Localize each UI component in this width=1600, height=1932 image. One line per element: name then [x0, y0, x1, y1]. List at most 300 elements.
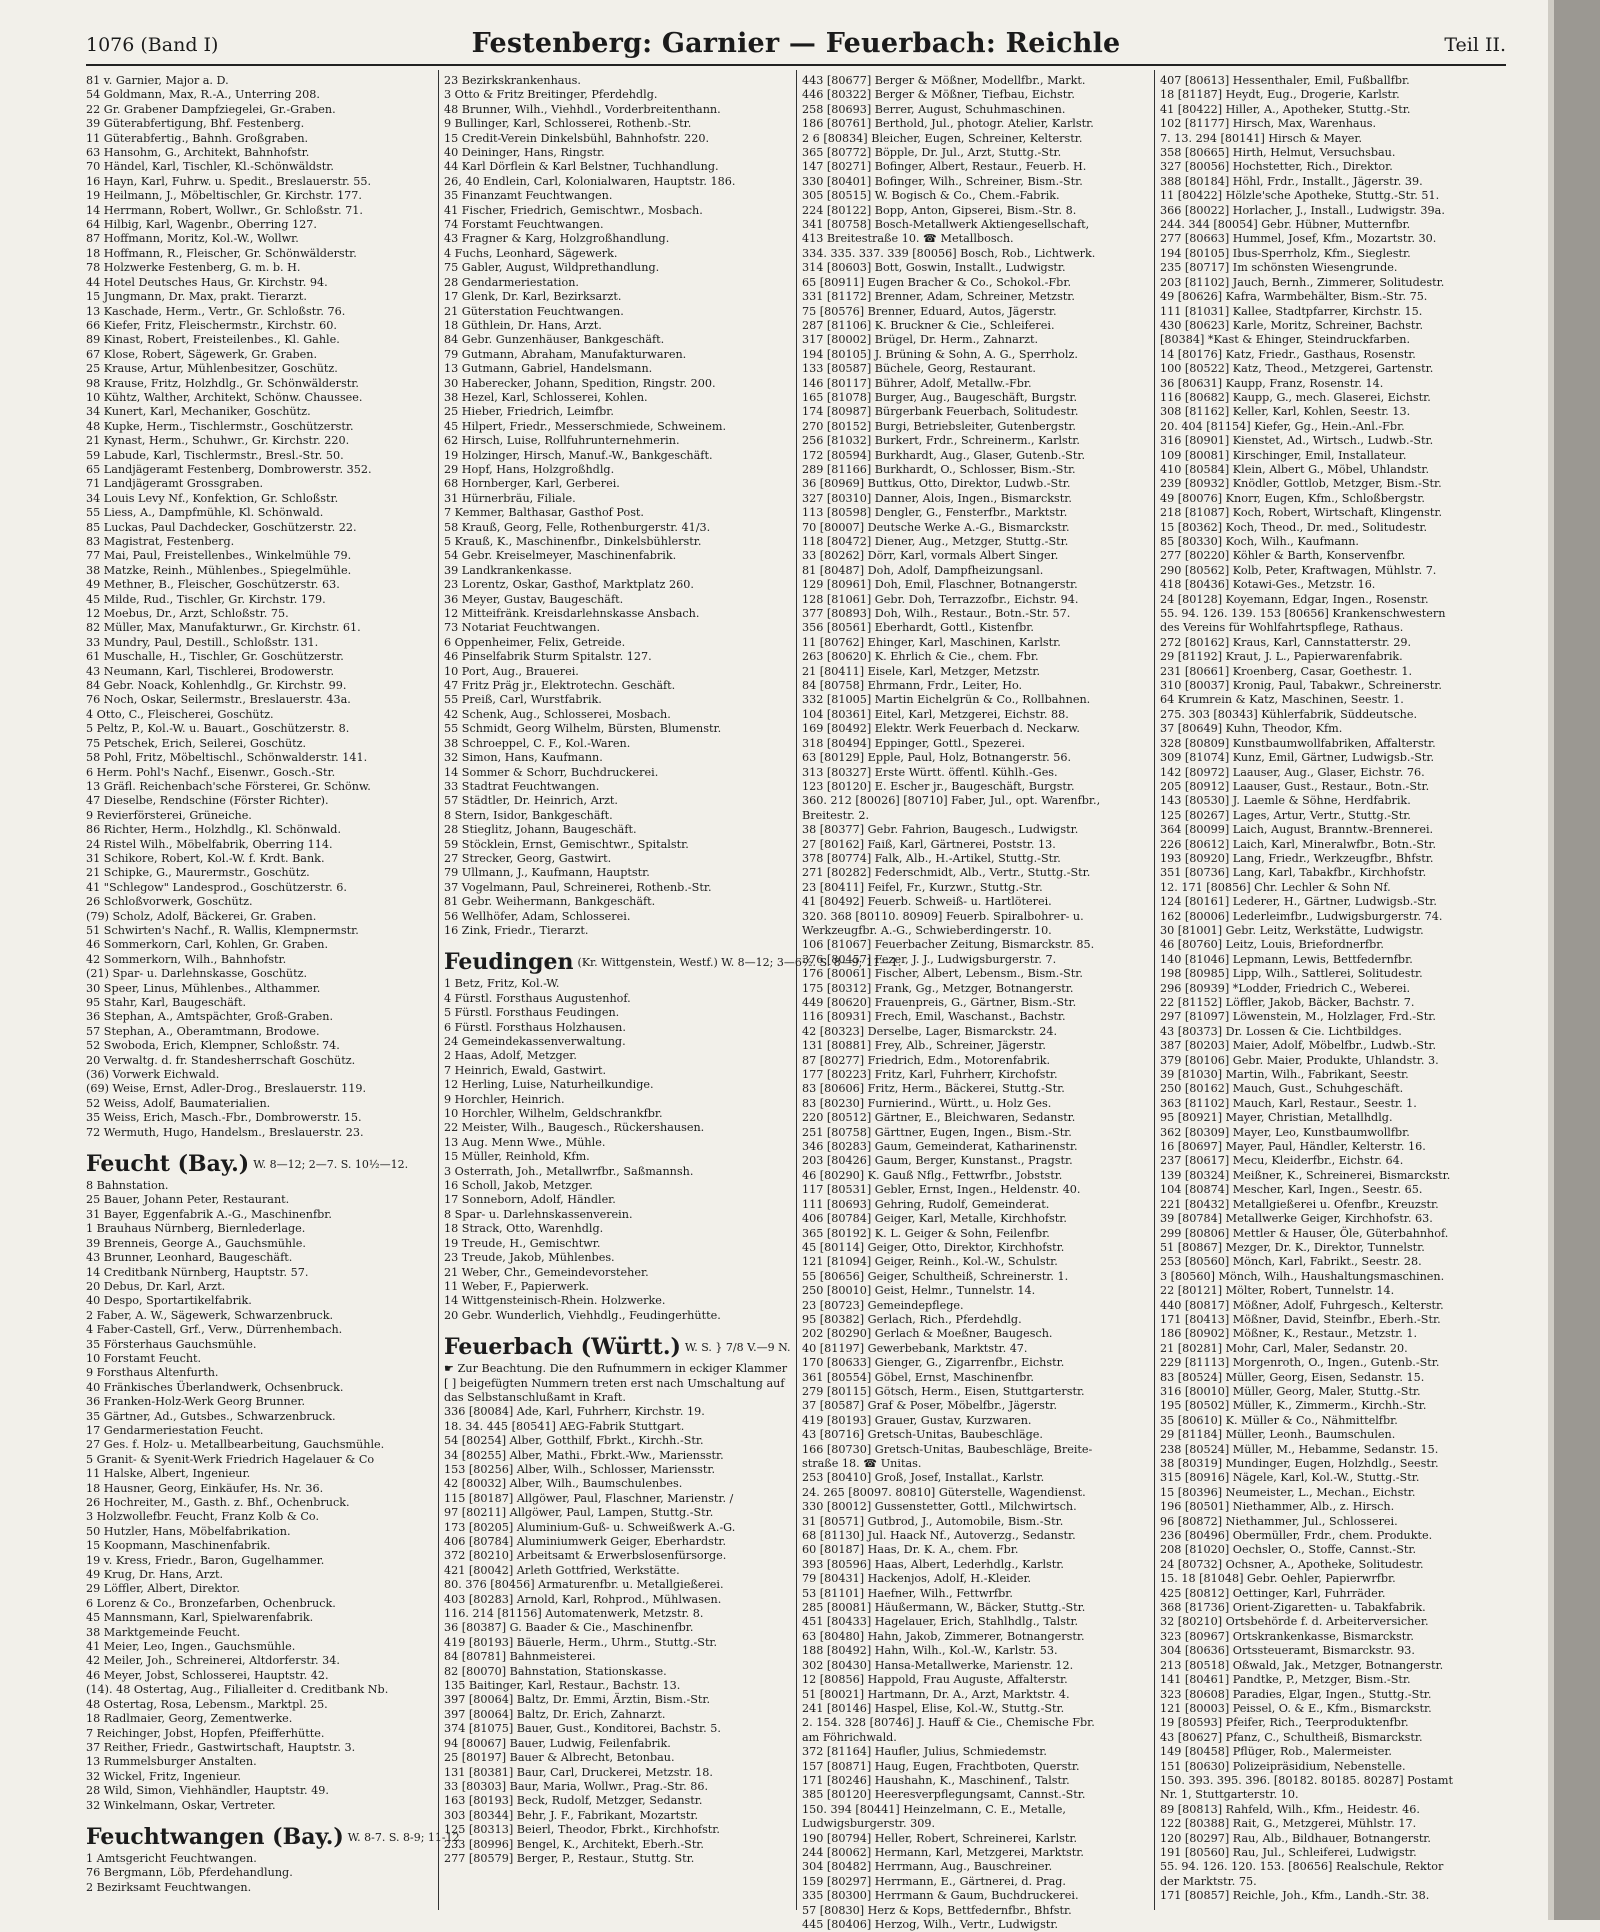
directory-entry: 194 [80105] Ibus-Sperrholz, Kfm., Sieglestr.	[1160, 246, 1411, 260]
directory-entry: 36 Meyer, Gustav, Baugeschäft.	[444, 592, 624, 606]
directory-entry: 42 [80032] Alber, Wilh., Baumschulenbes.	[444, 1477, 683, 1491]
directory-entry: 46 [80760] Leitz, Louis, Briefordnerfbr.	[1160, 938, 1384, 952]
directory-column-1	[86, 74, 460, 1909]
directory-entry: 366 [80022] Horlacher, J., Install., Ludwigstr. 39a.	[1160, 203, 1445, 217]
directory-entry: 116 [80931] Frech, Emil, Waschanst., Bachstr.	[802, 1010, 1066, 1024]
directory-entry: 79 Gutmann, Abraham, Manufakturwaren.	[444, 347, 687, 361]
directory-entry: 11 Weber, F., Papierwerk.	[444, 1279, 589, 1293]
directory-entry: 4 Faber-Castell, Grf., Verw., Dürrenhembach.	[86, 1323, 343, 1337]
directory-entry: 38 Marktgemeinde Feucht.	[86, 1625, 241, 1639]
directory-entry: 327 [80310] Danner, Alois, Ingen., Bismarckstr.	[802, 491, 1072, 505]
directory-entry: 233 [80996] Bengel, K., Architekt, Eberh.-Str.	[444, 1837, 704, 1851]
directory-entry: 43 [80627] Pfanz, C., Schultheiß, Bismarckstr.	[1160, 1730, 1423, 1744]
directory-entry: Breitestr. 2.	[802, 808, 870, 822]
directory-entry: 163 [80193] Beck, Rudolf, Metzger, Sedanstr.	[444, 1794, 703, 1808]
directory-entry: 191 [80560] Rau, Jul., Schleiferei, Ludwigstr.	[1160, 1845, 1417, 1859]
directory-entry: 29 Löffler, Albert, Direktor.	[86, 1582, 240, 1596]
directory-entry: 253 [80410] Groß, Josef, Installat., Karlstr.	[802, 1471, 1045, 1485]
directory-entry: Werkzeugfbr. A.-G., Schwieberdingerstr. 10.	[802, 923, 1052, 937]
directory-entry: 49 Methner, B., Fleischer, Goschützerstr. 63.	[86, 578, 340, 592]
directory-entry: 21 Weber, Chr., Gemeindevorsteher.	[444, 1265, 649, 1279]
directory-entry: 120 [80297] Rau, Alb., Bildhauer, Botnangerstr.	[1160, 1831, 1431, 1845]
directory-entry: 28 Gendarmeriestation.	[444, 275, 579, 289]
directory-entry: 205 [80912] Laauser, Gust., Restaur., Botn.-Str.	[1160, 779, 1430, 793]
directory-entry: 142 [80972] Laauser, Aug., Glaser, Eichstr. 76.	[1160, 765, 1425, 779]
directory-entry: 7. 13. 294 [80141] Hirsch & Mayer.	[1160, 131, 1363, 145]
directory-entry: 67 Klose, Robert, Sägewerk, Gr. Graben.	[86, 347, 318, 361]
directory-entry: 35 Gärtner, Ad., Gutsbes., Schwarzenbruck.	[86, 1409, 336, 1423]
directory-entry: 10 Port, Aug., Brauerei.	[444, 664, 579, 678]
directory-entry: 173 [80205] Aluminium-Guß- u. Schweißwerk A.-G.	[444, 1520, 736, 1534]
directory-entry: 410 [80584] Klein, Albert G., Möbel, Uhlandstr.	[1160, 462, 1430, 476]
directory-entry: 2 Bezirksamt Feuchtwangen.	[86, 1880, 252, 1894]
directory-entry: 346 [80283] Gaum, Gemeinderat, Katharinenstr.	[802, 1140, 1078, 1154]
directory-entry: 95 [80382] Gerlach, Rich., Pferdehdlg.	[802, 1312, 1022, 1326]
directory-entry: 32 Simon, Hans, Kaufmann.	[444, 751, 603, 765]
directory-entry: 335 [80300] Herrmann & Gaum, Buchdruckerei.	[802, 1889, 1079, 1903]
directory-entry: 289 [81166] Burkhardt, O., Schlosser, Bism.-Str.	[802, 462, 1076, 476]
directory-entry: 42 Schenk, Aug., Schlosserei, Mosbach.	[444, 707, 671, 721]
directory-entry: 43 Fragner & Karg, Holzgroßhandlung.	[444, 232, 670, 246]
directory-entry: 34 Louis Levy Nf., Konfektion, Gr. Schloßstr.	[86, 491, 339, 505]
directory-entry: 16 Scholl, Jakob, Metzger.	[444, 1179, 593, 1193]
directory-entry: 365 [80192] K. L. Geiger & Sohn, Feilenfbr.	[802, 1226, 1050, 1240]
page-title: Festenberg: Garnier — Feuerbach: Reichle	[471, 28, 1121, 59]
directory-entry: 330 [80401] Bofinger, Wilh., Schreiner, Bism.-Str.	[802, 174, 1083, 188]
directory-entry: 28 Stieglitz, Johann, Baugeschäft.	[444, 823, 637, 837]
directory-entry: 5 Fürstl. Forsthaus Feudingen.	[444, 1006, 620, 1020]
directory-entry: 43 [80373] Dr. Lossen & Cie. Lichtbildges.	[1160, 1024, 1402, 1038]
directory-entry: 55. 94. 126. 120. 153. [80656] Realschule, Rektor	[1160, 1860, 1444, 1874]
directory-entry: 18 Radlmaier, Georg, Zementwerke.	[86, 1712, 293, 1726]
directory-entry: 106 [81067] Feuerbacher Zeitung, Bismarckstr. 85.	[802, 938, 1095, 952]
directory-entry: 186 [80761] Berthold, Jul., photogr. Atelier, Karlstr.	[802, 117, 1094, 131]
directory-entry: 5 Krauß, K., Maschinenfbr., Dinkelsbühlerstr.	[444, 535, 702, 548]
directory-entry: 296 [80939] *Lodder, Friedrich C., Weberei.	[1160, 981, 1411, 995]
directory-entry: 63 Hansohm, G., Architekt, Bahnhofstr.	[86, 146, 310, 160]
directory-entry: 25 Hieber, Friedrich, Leimfbr.	[444, 405, 614, 419]
directory-entry: 323 [80967] Ortskrankenkasse, Bismarckstr.	[1160, 1629, 1414, 1643]
directory-entry: 83 [80524] Müller, Georg, Eisen, Sedanstr. 15.	[1160, 1370, 1425, 1384]
directory-entry: 13 Gutmann, Gabriel, Handelsmann.	[444, 362, 653, 376]
directory-entry: 74 Forstamt Feuchtwangen.	[444, 218, 604, 232]
directory-entry: 303 [80344] Behr, J. F., Fabrikant, Mozartstr.	[444, 1808, 699, 1822]
directory-entry: 41 Meier, Leo, Ingen., Gauchsmühle.	[86, 1640, 296, 1654]
directory-entry: 277 [80579] Berger, P., Restaur., Stuttg. Str.	[444, 1851, 695, 1865]
directory-entry: 37 [80587] Graf & Poser, Möbelfbr., Jägerstr.	[802, 1399, 1058, 1413]
directory-entry: 277 [80663] Hummel, Josef, Kfm., Mozartstr. 30.	[1160, 232, 1437, 246]
directory-entry: 323 [80608] Paradies, Elgar, Ingen., Stuttg.-Str.	[1160, 1687, 1432, 1701]
directory-entry: 277 [80220] Köhler & Barth, Konservenfbr.	[1160, 549, 1406, 563]
directory-entry: (14). 48 Ostertag, Aug., Filialleiter d. Creditbank Nb.	[86, 1683, 389, 1697]
directory-entry: 71 Landjägeramt Grossgraben.	[86, 477, 264, 491]
directory-entry: 372 [81164] Haufler, Julius, Schmiedemstr.	[802, 1745, 1047, 1759]
directory-entry: 76 Noch, Oskar, Seilermstr., Breslauerstr. 43a.	[86, 693, 351, 707]
directory-entry: 61 Muschalle, H., Tischler, Gr. Goschützerstr.	[86, 650, 344, 664]
directory-entry: 57 [80830] Herz & Kops, Bettfedernfbr., Bhfstr.	[802, 1903, 1072, 1917]
directory-entry: 241 [80146] Haspel, Elise, Kol.-W., Stuttg.-Str.	[802, 1701, 1065, 1715]
directory-entry: 299 [80806] Mettler & Hauser, Öle, Güterbahnhof.	[1160, 1226, 1449, 1240]
directory-entry: 121 [81094] Geiger, Reinh., Kol.-W., Schulstr.	[802, 1255, 1058, 1269]
directory-entry: 21 [80281] Mohr, Carl, Maler, Sedanstr. 20.	[1160, 1341, 1408, 1355]
directory-entry: 440 [80817] Mößner, Adolf, Fuhrgesch., Kelterstr.	[1160, 1298, 1444, 1312]
directory-entry: 140 [81046] Lepmann, Lewis, Bettfedernfbr.	[1160, 952, 1413, 966]
directory-entry: 14 [80176] Katz, Friedr., Gasthaus, Rosenstr.	[1160, 347, 1416, 361]
directory-entry: 313 [80327] Erste Württ. öffentl. Kühlh.-Ges.	[802, 765, 1058, 779]
directory-entry: 153 [80256] Alber, Wilh., Schlosser, Mariensstr.	[444, 1462, 716, 1476]
directory-entry: 336 [80084] Ade, Karl, Fuhrherr, Kirchstr. 19.	[444, 1405, 705, 1419]
directory-entry: 170 [80633] Gienger, G., Zigarrenfbr., Eichstr.	[802, 1356, 1065, 1370]
directory-entry: 70 [80007] Deutsche Werke A.-G., Bismarckstr.	[802, 520, 1070, 534]
directory-entry: 11 [80762] Ehinger, Karl, Maschinen, Karlstr.	[802, 635, 1061, 649]
directory-entry: 40 [81197] Gewerbebank, Marktstr. 47.	[802, 1341, 1028, 1355]
directory-entry: 18 Strack, Otto, Warenhdlg.	[444, 1222, 604, 1236]
directory-entry: 41 [80492] Feuerb. Schweiß- u. Hartlöterei.	[802, 895, 1052, 909]
office-hours: (Kr. Wittgenstein, Westf.) W. 8—12; 3—6½. S. 8—9; 11—1.	[577, 956, 902, 970]
directory-entry: 218 [81087] Koch, Robert, Wirtschaft, Klingenstr.	[1160, 506, 1443, 520]
directory-entry: 82 [80070] Bahnstation, Stationskasse.	[444, 1664, 667, 1678]
directory-entry: 59 Labude, Karl, Tischlermstr., Bresl.-Str. 50.	[86, 448, 344, 462]
place-name: Feudingen	[444, 949, 574, 976]
directory-entry: 33 Mundry, Paul, Destill., Schloßstr. 131.	[86, 635, 319, 649]
directory-entry: 24. 265 [80097. 80810] Güterstelle, Wagendienst.	[802, 1485, 1086, 1499]
header-rule	[86, 64, 1506, 66]
directory-entry: 256 [81032] Burkert, Frdr., Schreinerm., Karlstr.	[802, 434, 1080, 448]
section-label: Teil II.	[1444, 34, 1506, 56]
directory-entry: 172 [80594] Burkhardt, Aug., Glaser, Gutenb.-Str.	[802, 448, 1086, 462]
directory-entry: Nr. 1, Stuttgarterstr. 10.	[1160, 1788, 1299, 1802]
directory-entry: 334. 335. 337. 339 [80056] Bosch, Rob., Lichtwerk.	[802, 246, 1096, 260]
directory-entry: (21) Spar- u. Darlehnskasse, Goschütz.	[86, 967, 308, 981]
directory-entry: 393 [80596] Haas, Albert, Lederhdlg., Karlstr.	[802, 1557, 1064, 1571]
directory-entry: 135 Baitinger, Karl, Restaur., Bachstr. 13.	[444, 1679, 681, 1693]
directory-entry: 30 Speer, Linus, Mühlenbes., Althammer.	[86, 981, 321, 995]
directory-entry: 143 [80530] J. Laemle & Söhne, Herdfabrik.	[1160, 794, 1411, 808]
directory-entry: 9 Revierförsterei, Grüneiche.	[86, 808, 252, 822]
directory-entry: 34 Kunert, Karl, Mechaniker, Goschütz.	[86, 405, 311, 419]
directory-entry: 131 [80881] Frey, Alb., Schreiner, Jägerstr.	[802, 1039, 1046, 1053]
directory-entry: 102 [81177] Hirsch, Max, Warenhaus.	[1160, 117, 1377, 131]
directory-entry: 79 Ullmann, J., Kaufmann, Hauptstr.	[444, 866, 650, 880]
directory-entry: 125 [80313] Beierl, Theodor, Fbrkt., Kirchhofstr.	[444, 1823, 720, 1837]
directory-entry: 33 [80262] Dörr, Karl, vormals Albert Singer.	[802, 549, 1059, 563]
directory-entry: 75 [80576] Brenner, Eduard, Autos, Jägerstr.	[802, 304, 1057, 318]
directory-entry: 378 [80774] Falk, Alb., H.-Artikel, Stuttg.-Str.	[802, 851, 1061, 865]
directory-entry: 104 [80874] Mescher, Karl, Ingen., Seestr. 65.	[1160, 1183, 1423, 1197]
directory-entry: 10 Kühtz, Walther, Architekt, Schönw. Chaussee.	[86, 390, 363, 404]
directory-entry: 315 [80916] Nägele, Karl, Kol.-W., Stuttg.-Str.	[1160, 1471, 1420, 1485]
directory-entry: 21 Schipke, G., Maurermstr., Goschütz.	[86, 866, 310, 880]
directory-entry: 38 Hezel, Karl, Schlosserei, Kohlen.	[444, 390, 648, 404]
directory-entry: 23 [80723] Gemeindepflege.	[802, 1298, 964, 1312]
directory-entry: 65 [80911] Eugen Bracher & Co., Schokol.-Fbr.	[802, 275, 1071, 289]
directory-entry: 72 Wermuth, Hugo, Handelsm., Breslauerstr. 23.	[86, 1125, 364, 1139]
directory-entry: 32 Wickel, Fritz, Ingenieur.	[86, 1769, 241, 1783]
directory-entry: 27 [80162] Faiß, Karl, Gärtnerei, Poststr. 13.	[802, 837, 1056, 851]
place-heading	[444, 948, 902, 977]
directory-entry: 16 Zink, Friedr., Tierarzt.	[444, 923, 589, 937]
directory-entry: 239 [80932] Knödler, Gottlob, Metzger, Bism.-Str.	[1160, 477, 1442, 491]
directory-entry: 14 Herrmann, Robert, Wollwr., Gr. Schloßstr. 71.	[86, 203, 363, 217]
directory-entry: 68 [81130] Jul. Haack Nf., Autoverzg., Sedanstr.	[802, 1529, 1076, 1543]
directory-entry: 121 [80003] Peissel, O. & E., Kfm., Bismarckstr.	[1160, 1701, 1432, 1715]
directory-entry: 48 Ostertag, Rosa, Lebensm., Marktpl. 25.	[86, 1697, 328, 1711]
directory-entry: straße 18. ☎ Unitas.	[802, 1457, 922, 1470]
directory-entry: 11 Güterabfertig., Bahnh. Großgraben.	[86, 131, 309, 145]
directory-entry: 8 Bahnstation.	[86, 1179, 169, 1193]
directory-entry: 358 [80665] Hirth, Helmut, Versuchsbau.	[1160, 146, 1396, 160]
page-header	[86, 28, 1506, 62]
directory-entry: 18 Güthlein, Dr. Hans, Arzt.	[444, 318, 602, 332]
directory-entry: 35 [80610] K. Müller & Co., Nähmittelfbr.	[1160, 1413, 1398, 1427]
place-name: Feuchtwangen (Bay.)	[86, 1823, 344, 1850]
directory-entry: 29 [81192] Kraut, J. L., Papierwarenfabrik.	[1160, 650, 1403, 664]
directory-entry: 25 Krause, Artur, Mühlenbesitzer, Goschütz.	[86, 362, 338, 376]
directory-entry: 253 [80560] Mönch, Karl, Fabrikt., Seestr. 28.	[1160, 1255, 1422, 1269]
directory-entry: 55 [80656] Geiger, Schultheiß, Schreinerstr. 1.	[802, 1269, 1069, 1283]
directory-entry: 45 Milde, Rud., Tischler, Gr. Kirchstr. 179.	[86, 592, 326, 606]
directory-entry: 320. 368 [80110. 80909] Feuerb. Spiralbohrer- u.	[802, 909, 1084, 923]
directory-entry: 193 [80920] Lang, Friedr., Werkzeugfbr., Bhfstr.	[1160, 851, 1434, 865]
directory-entry: 4 Fuchs, Leonhard, Sägewerk.	[444, 246, 618, 260]
directory-entry: 55. 94. 126. 139. 153 [80656] Krankenschwestern	[1160, 607, 1446, 621]
directory-entry: 318 [80494] Eppinger, Gottl., Spezerei.	[802, 736, 1026, 750]
directory-entry: 11 Halske, Albert, Ingenieur.	[86, 1467, 251, 1481]
directory-entry: 62 Hirsch, Luise, Rollfuhrunternehmerin.	[444, 434, 680, 448]
directory-entry: 13 Gräfl. Reichenbach'sche Försterei, Gr. Schönw.	[86, 779, 371, 793]
directory-entry: 133 [80587] Büchele, Georg, Restaurant.	[802, 362, 1036, 376]
directory-entry: 46 Sommerkorn, Carl, Kohlen, Gr. Graben.	[86, 938, 329, 952]
directory-entry: 9 Forsthaus Altenfurth.	[86, 1366, 219, 1380]
directory-entry: 43 [80716] Gretsch-Unitas, Baubeschläge.	[802, 1428, 1043, 1442]
directory-entry: 5 Peltz, P., Kol.-W. u. Bauart., Goschützerstr. 8.	[86, 722, 350, 736]
directory-entry: 13 Aug. Menn Wwe., Mühle.	[444, 1135, 606, 1149]
directory-entry: 42 Sommerkorn, Wilh., Bahnhofstr.	[86, 952, 287, 966]
directory-entry: 21 Kynast, Herm., Schuhwr., Gr. Kirchstr. 220.	[86, 434, 350, 448]
directory-entry: 94 [80067] Bauer, Ludwig, Feilenfabrik.	[444, 1736, 671, 1750]
directory-entry: 20 Verwaltg. d. fr. Standesherrschaft Goschütz.	[86, 1053, 356, 1067]
directory-entry: 238 [80524] Müller, M., Hebamme, Sedanstr. 15.	[1160, 1442, 1439, 1456]
column-divider	[1154, 70, 1155, 1910]
directory-entry: 12 Moebus, Dr., Arzt, Schloßstr. 75.	[86, 607, 289, 621]
directory-entry: 47 Dieselbe, Rendschine (Förster Richter).	[86, 794, 329, 808]
directory-entry: des Vereins für Wohlfahrtspflege, Rathaus.	[1160, 621, 1404, 635]
directory-entry: 171 [80857] Reichle, Joh., Kfm., Landh.-Str. 38.	[1160, 1889, 1430, 1903]
directory-entry: 1 Brauhaus Nürnberg, Biernlederlage.	[86, 1222, 306, 1236]
directory-entry: 43 Brunner, Leonhard, Baugeschäft.	[86, 1251, 293, 1265]
directory-entry: 365 [80772] Böpple, Dr. Jul., Arzt, Stuttg.-Str.	[802, 146, 1062, 160]
directory-entry: 7 Reichinger, Jobst, Hopfen, Pfeifferhütte.	[86, 1726, 325, 1740]
directory-entry: 36 Stephan, A., Amtspächter, Groß-Graben.	[86, 1010, 334, 1024]
directory-entry: 44 Hotel Deutsches Haus, Gr. Kirchstr. 94.	[86, 275, 328, 289]
directory-entry: 85 [80330] Koch, Wilh., Kaufmann.	[1160, 535, 1359, 548]
directory-entry: 451 [80433] Hagelauer, Erich, Stahlhdlg., Talstr.	[802, 1615, 1079, 1629]
directory-entry: 12. 171 [80856] Chr. Lechler & Sohn Nf.	[1160, 880, 1391, 894]
directory-entry: 24 Gemeindekassenverwaltung.	[444, 1035, 626, 1048]
directory-entry: 22 Meister, Wilh., Baugesch., Rückershausen.	[444, 1121, 705, 1135]
directory-entry: 418 [80436] Kotawi-Ges., Metzstr. 16.	[1160, 578, 1376, 592]
directory-entry: 236 [80496] Obermüller, Frdr., chem. Produkte.	[1160, 1529, 1433, 1543]
directory-entry: 15 [80362] Koch, Theod., Dr. med., Solitudestr.	[1160, 520, 1428, 534]
directory-entry: 24 [80732] Ochsner, A., Apotheke, Solitudestr.	[1160, 1557, 1424, 1571]
directory-entry: 17 Gendarmeriestation Feucht.	[86, 1423, 264, 1437]
directory-entry: 309 [81074] Kunz, Emil, Gärtner, Ludwigsb.-Str.	[1160, 751, 1435, 765]
directory-entry: 38 [80377] Gebr. Fahrion, Baugesch., Ludwigstr.	[802, 823, 1079, 837]
directory-entry: 45 Mannsmann, Karl, Spielwarenfabrik.	[86, 1611, 314, 1625]
directory-entry: 33 [80303] Baur, Maria, Wollwr., Prag.-Str. 86.	[444, 1779, 709, 1793]
directory-entry: 54 Gebr. Kreiselmeyer, Maschinenfabrik.	[444, 549, 677, 563]
directory-entry: 117 [80531] Gebler, Ernst, Ingen., Heldenstr. 40.	[802, 1183, 1081, 1197]
directory-entry: 231 [80661] Kroenberg, Casar, Goethestr. 1.	[1160, 664, 1413, 678]
directory-entry: 327 [80056] Hochstetter, Rich., Direktor.	[1160, 160, 1393, 174]
directory-entry: 203 [80426] Gaum, Berger, Kunstanst., Pragstr.	[802, 1154, 1073, 1168]
office-hours: W. 8-7. S. 8-9; 11-12	[347, 1830, 460, 1844]
directory-entry: Ludwigsburgerstr. 309.	[802, 1817, 936, 1831]
directory-entry: 29 [81184] Müller, Leonh., Baumschulen.	[1160, 1428, 1396, 1442]
directory-entry: 31 Bayer, Eggenfabrik A.-G., Maschinenfbr.	[86, 1207, 332, 1221]
directory-entry: 55 Liess, A., Dampfmühle, Kl. Schönwald.	[86, 506, 324, 520]
directory-entry: 32 [80210] Ortsbehörde f. d. Arbeiterversicher.	[1160, 1615, 1429, 1629]
directory-entry: 68 Hornberger, Karl, Gerberei.	[444, 477, 620, 491]
directory-entry: 34 [80255] Alber, Mathi., Fbrkt.-Ww., Mariensstr.	[444, 1448, 724, 1462]
directory-entry: 397 [80064] Baltz, Dr. Emmi, Ärztin, Bism.-Str.	[444, 1693, 711, 1707]
directory-entry: 26, 40 Endlein, Carl, Kolonialwaren, Hauptstr. 186.	[444, 174, 736, 188]
directory-entry: 10 Forstamt Feucht.	[86, 1351, 202, 1365]
directory-entry: 176 [80061] Fischer, Albert, Lebensm., Bism.-Str.	[802, 967, 1083, 981]
directory-entry: der Marktstr. 75.	[1160, 1874, 1257, 1888]
directory-entry: 39 Landkrankenkasse.	[444, 563, 572, 577]
directory-entry: 20. 404 [81154] Kiefer, Gg., Hein.-Anl.-Fbr.	[1160, 419, 1405, 433]
directory-entry: 14 Creditbank Nürnberg, Hauptstr. 57.	[86, 1265, 309, 1279]
directory-entry: 150. 394 [80441] Heinzelmann, C. E., Metalle,	[802, 1802, 1066, 1816]
directory-entry: 37 [80649] Kuhn, Theodor, Kfm.	[1160, 722, 1343, 736]
directory-entry: 12 Herling, Luise, Naturheilkundige.	[444, 1078, 654, 1092]
directory-entry: 23 Bezirkskrankenhaus.	[444, 74, 581, 87]
directory-entry: 388 [80184] Höhl, Frdr., Installt., Jägerstr. 39.	[1160, 174, 1423, 188]
directory-entry: 39 [81030] Martin, Wilh., Fabrikant, Seestr.	[1160, 1068, 1409, 1082]
directory-entry: 195 [80502] Müller, K., Zimmerm., Kirchh.-Str.	[1160, 1399, 1427, 1413]
directory-entry: 27 Ges. f. Holz- u. Metallbearbeitung, Gauchsmühle.	[86, 1438, 385, 1452]
directory-entry: 85 Luckas, Paul Dachdecker, Goschützerstr. 22.	[86, 520, 357, 534]
place-heading	[86, 1823, 460, 1852]
directory-entry: 98 Krause, Fritz, Holzhdlg., Gr. Schönwälderstr.	[86, 376, 359, 390]
directory-entry: 290 [80562] Kolb, Peter, Kraftwagen, Mühlstr. 7.	[1160, 563, 1437, 577]
directory-entry: 49 [80626] Kafra, Warmbehälter, Bism.-Str. 75.	[1160, 290, 1428, 304]
directory-entry: 2 Haas, Adolf, Metzger.	[444, 1049, 577, 1063]
directory-entry: 419 [80193] Bäuerle, Herm., Uhrm., Stuttg.-Str.	[444, 1635, 718, 1649]
directory-entry: 387 [80203] Maier, Adolf, Möbelfbr., Ludwb.-Str.	[1160, 1039, 1437, 1053]
column-divider	[438, 70, 439, 1910]
directory-entry: 38 Matzke, Reinh., Mühlenbes., Spiegelmühle.	[86, 563, 352, 577]
directory-entry: 45 Hilpert, Friedr., Messerschmiede, Schweinem.	[444, 419, 727, 433]
directory-entry: 407 [80613] Hessenthaler, Emil, Fußballfbr.	[1160, 74, 1410, 87]
directory-entry: 77 Mai, Paul, Freistellenbes., Winkelmühle 79.	[86, 549, 352, 563]
directory-entry: 141 [80461] Pandtke, P., Metzger, Bism.-Str.	[1160, 1673, 1411, 1687]
directory-entry: 3 [80560] Mönch, Wilh., Haushaltungsmaschinen.	[1160, 1269, 1445, 1283]
directory-entry: 89 Kinast, Robert, Freisteilenbes., Kl. Gahle.	[86, 333, 340, 347]
directory-entry: 19 v. Kress, Friedr., Baron, Gugelhammer.	[86, 1553, 325, 1567]
page-number: 1076 (Band I)	[86, 34, 219, 56]
directory-entry: 419 [80193] Grauer, Gustav, Kurzwaren.	[802, 1413, 1032, 1427]
directory-entry: 97 [80211] Allgöwer, Paul, Lampen, Stuttg.-Str.	[444, 1506, 714, 1520]
directory-entry: 87 Hoffmann, Moritz, Kol.-W., Wollwr.	[86, 232, 299, 246]
directory-entry: 316 [80010] Müller, Georg, Maler, Stuttg.-Str.	[1160, 1384, 1421, 1398]
directory-entry: 52 Weiss, Adolf, Baumaterialien.	[86, 1096, 271, 1110]
directory-entry: 26 Hochreiter, M., Gasth. z. Bhf., Ochenbruck.	[86, 1496, 350, 1509]
directory-entry: 149 [80458] Pflüger, Rob., Malermeister.	[1160, 1745, 1392, 1759]
directory-entry: 111 [81031] Kallee, Stadtpfarrer, Kirchstr. 15.	[1160, 304, 1423, 318]
directory-entry: 10 Horchler, Wilhelm, Geldschrankfbr.	[444, 1107, 663, 1121]
directory-entry: 79 [80431] Hackenjos, Adolf, H.-Kleider.	[802, 1572, 1032, 1586]
directory-entry: 46 Pinselfabrik Sturm Spitalstr. 127.	[444, 650, 652, 664]
directory-entry: 287 [81106] K. Bruckner & Cie., Schleiferei.	[802, 318, 1055, 332]
directory-entry: 40 Fränkisches Überlandwerk, Ochsenbruck.	[86, 1380, 344, 1394]
directory-entry: 54 Goldmann, Max, R.-A., Unterring 208.	[86, 88, 320, 102]
directory-entry: 406 [80784] Geiger, Karl, Metalle, Kirchhofstr.	[802, 1212, 1067, 1226]
directory-entry: 58 Pohl, Fritz, Möbeltischl., Schönwalderstr. 141.	[86, 751, 368, 765]
directory-entry: 19 Treude, H., Gemischtwr.	[444, 1236, 601, 1250]
directory-entry: 237 [80617] Mecu, Kleiderfbr., Eichstr. 64.	[1160, 1154, 1404, 1168]
directory-entry: 177 [80223] Fritz, Karl, Fuhrherr, Kirchofstr.	[802, 1068, 1058, 1082]
directory-entry: 18 [81187] Heydt, Eug., Drogerie, Karlstr.	[1160, 88, 1400, 102]
directory-entry: 100 [80522] Katz, Theod., Metzgerei, Gartenstr.	[1160, 362, 1434, 376]
directory-entry: 48 Kupke, Herm., Tischlermstr., Goschützerstr.	[86, 419, 354, 433]
directory-entry: 32 Winkelmann, Oskar, Vertreter.	[86, 1798, 276, 1812]
directory-entry: 36 Franken-Holz-Werk Georg Brunner.	[86, 1395, 306, 1409]
directory-entry: 310 [80037] Kronig, Paul, Tabakwr., Schreinerstr.	[1160, 679, 1442, 693]
directory-entry: 250 [80010] Geist, Helmr., Tunnelstr. 14.	[802, 1284, 1036, 1298]
directory-entry: 51 [80867] Mezger, Dr. K., Direktor, Tunnelstr.	[1160, 1240, 1425, 1254]
directory-entry: 397 [80064] Baltz, Dr. Erich, Zahnarzt.	[444, 1707, 666, 1721]
directory-entry: 4 Otto, C., Fleischerei, Goschütz.	[86, 707, 274, 721]
directory-entry: 63 [80129] Epple, Paul, Holz, Botnangerstr. 56.	[802, 751, 1072, 765]
directory-entry: 50 Hutzler, Hans, Möbelfabrikation.	[86, 1524, 291, 1538]
directory-entry: 40 Deininger, Hans, Ringstr.	[444, 146, 605, 160]
directory-entry: 42 [80323] Derselbe, Lager, Bismarckstr. 24.	[802, 1024, 1058, 1038]
directory-entry: 46 Meyer, Jobst, Schlosserei, Hauptstr. 42.	[86, 1668, 329, 1682]
directory-entry: 48 Brunner, Wilh., Viehhdl., Vorderbreitenthann.	[444, 102, 721, 116]
directory-entry: 16 [80697] Mayer, Paul, Händler, Kelterstr. 16.	[1160, 1140, 1426, 1154]
directory-entry: 12 Mitteifränk. Kreisdarlehnskasse Ansbach.	[444, 607, 700, 621]
directory-entry: 15 Jungmann, Dr. Max, prakt. Tierarzt.	[86, 290, 307, 304]
directory-entry: 364 [80099] Laich, August, Branntw.-Brennerei.	[1160, 823, 1434, 837]
directory-entry: 194 [80105] J. Brüning & Sohn, A. G., Sperrholz.	[802, 347, 1078, 361]
directory-entry: 38 [80319] Mundinger, Eugen, Holzhdlg., Seestr.	[1160, 1457, 1439, 1470]
directory-entry: 226 [80612] Laich, Karl, Mineralwfbr., Botn.-Str.	[1160, 837, 1437, 851]
directory-entry: 157 [80871] Haug, Eugen, Frachtboten, Querstr.	[802, 1759, 1080, 1773]
directory-entry: 244. 344 [80054] Gebr. Hübner, Mutternfbr.	[1160, 218, 1411, 232]
directory-entry: 270 [80152] Burgi, Betriebsleiter, Gutenbergstr.	[802, 419, 1076, 433]
directory-entry: 4 Fürstl. Forsthaus Augustenhof.	[444, 991, 631, 1005]
directory-entry: 368 [81736] Orient-Zigaretten- u. Tabakfabrik.	[1160, 1601, 1426, 1615]
directory-entry: 83 [80230] Furnierind., Württ., u. Holz Ges.	[802, 1096, 1052, 1110]
directory-entry: 202 [80290] Gerlach & Moeßner, Baugesch.	[802, 1327, 1053, 1341]
directory-entry: 363 [81102] Mauch, Karl, Restaur., Seestr. 1.	[1160, 1096, 1417, 1110]
directory-entry: 314 [80603] Bott, Goswin, Installt., Ludwigstr.	[802, 261, 1066, 275]
directory-entry: 49 [80076] Knorr, Eugen, Kfm., Schloßbergstr.	[1160, 491, 1425, 505]
directory-entry: 17 Glenk, Dr. Karl, Bezirksarzt.	[444, 290, 622, 304]
directory-entry: 302 [80430] Hansa-Metallwerke, Marienstr. 12.	[802, 1658, 1074, 1672]
directory-entry: 147 [80271] Bofinger, Albert, Restaur., Feuerb. H.	[802, 160, 1087, 174]
directory-entry: 31 [80571] Gutbrod, J., Automobile, Bism.-Str.	[802, 1514, 1064, 1528]
directory-entry: 35 Weiss, Erich, Masch.-Fbr., Dombrowerstr. 15.	[86, 1111, 362, 1125]
directory-entry: 36 [80969] Buttkus, Otto, Direktor, Ludwb.-Str.	[802, 477, 1071, 491]
place-name: Feucht (Bay.)	[86, 1151, 250, 1178]
directory-entry: 341 [80758] Bosch-Metallwerk Aktiengesellschaft,	[802, 218, 1090, 232]
directory-entry: 331 [81172] Brenner, Adam, Schreiner, Metzstr.	[802, 290, 1075, 304]
notice-text: ☛ Zur Beachtung. Die den Rufnummern in eckiger Klammer [ ] beigefügten Nummern treten erst nach Umschaltung auf das Selbstanschlußamt in Kraft.	[444, 1362, 788, 1404]
directory-entry: 55 Schmidt, Georg Wilhelm, Bürsten, Blumenstr.	[444, 722, 722, 736]
